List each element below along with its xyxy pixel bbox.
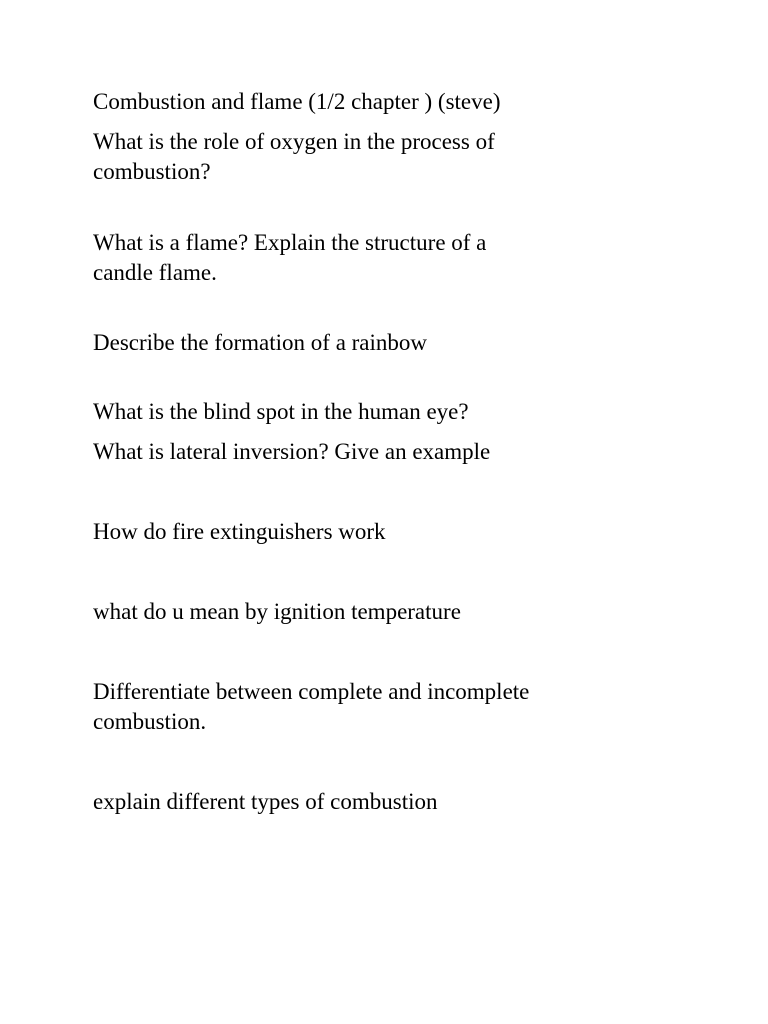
question-item: What is the role of oxygen in the process of combustion?: [93, 129, 495, 184]
question-item: What is lateral inversion? Give an example: [93, 439, 491, 464]
question-item: what do u mean by ignition temperature: [93, 599, 461, 624]
document-heading: Combustion and flame (1/2 chapter ) (steve): [93, 89, 501, 114]
question-item: What is the blind spot in the human eye?: [93, 399, 469, 424]
question-item: How do fire extinguishers work: [93, 519, 386, 544]
question-item: explain different types of combustion: [93, 789, 438, 814]
question-item: Describe the formation of a rainbow: [93, 330, 428, 355]
question-item: What is a flame? Explain the structure of a candle flame.: [93, 230, 487, 285]
question-item: Differentiate between complete and incomplete combustion.: [93, 679, 530, 734]
